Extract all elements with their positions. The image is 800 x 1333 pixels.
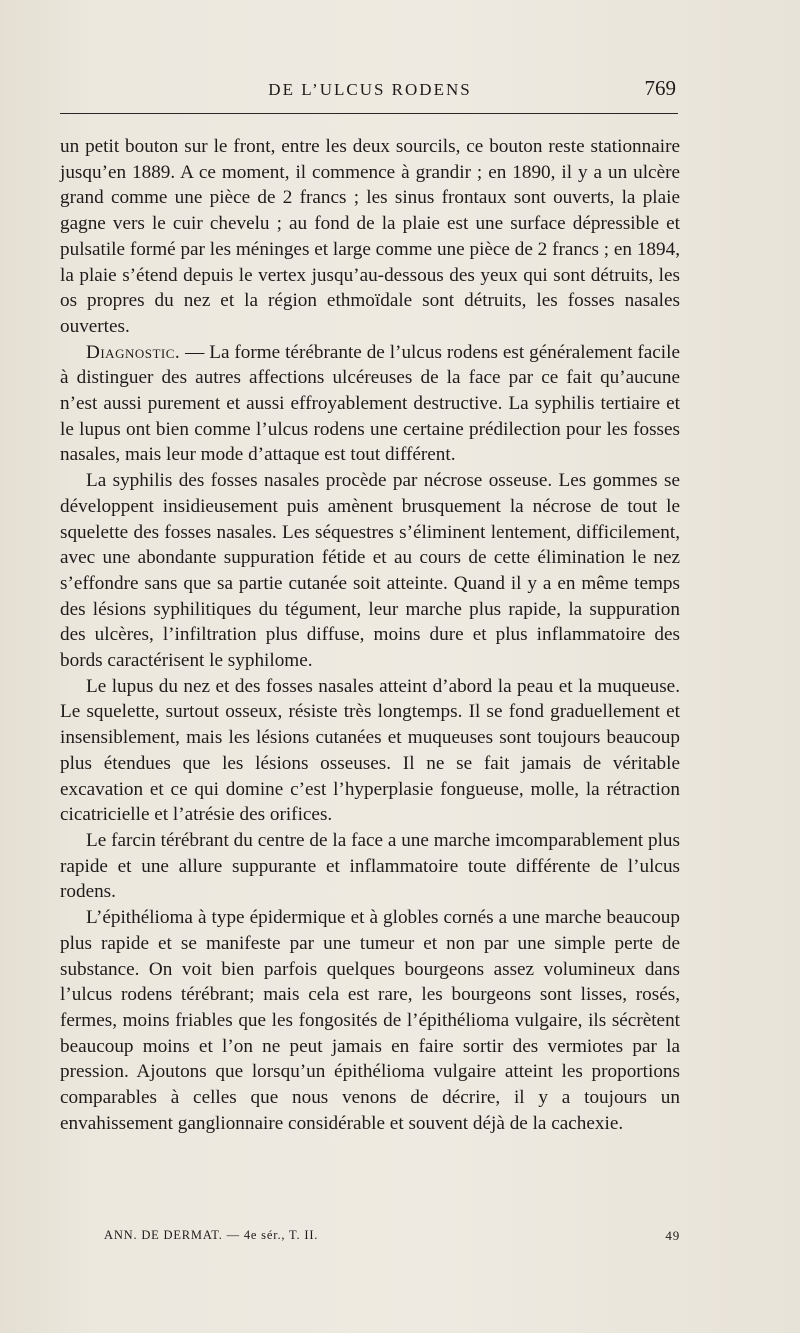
paragraph-lupus: Le lupus du nez et des fosses nasales atteint d’abord la peau et la muqueuse. Le squelette, surtout osseux, résiste très longtemps. Il se fond graduellement et insensiblement, mais les lésions cutanées et muqueuses sont toujours beaucoup plus étendues que les lésions osseuses. Il ne se fait jamais de véritable excavation et ce qui domine c’est l’hyperplasie fongueuse, molle, la rétraction cicatricielle et l’atrésie des orifices. xyxy=(60,675,680,826)
running-title: DE L’ULCUS RODENS xyxy=(268,80,472,99)
paragraph-farcin: Le farcin térébrant du centre de la face a une marche imcomparablement plus rapide et une allure suppurante et inflammatoire toute différente de l’ulcus rodens. xyxy=(60,829,680,903)
header-rule xyxy=(60,113,678,114)
running-head xyxy=(60,76,680,104)
page-number: 769 xyxy=(644,76,676,100)
paragraph-syphilis: La syphilis des fosses nasales procède par nécrose osseuse. Les gommes se développent insidieusement puis amènent brusquement la nécrose de tout le squelette des fosses nasales. Les séquestres s’éliminent lentement, difficilement, avec une abondante suppuration fétide et au cours de cette élimination le nez s’effondre sans que sa partie cutanée soit atteinte. Quand il y a en même temps des lésions syphilitiques du tégument, leur marche plus rapide, la suppuration des ulcères, l’infiltration plus diffuse, moins dure et plus inflammatoire des bords caractérisent le syphilome. xyxy=(60,470,680,672)
paragraph-diagnostic xyxy=(60,340,680,469)
paragraph-epithelioma: L’épithélioma à type épidermique et à globles cornés a une marche beaucoup plus rapide et se manifeste par une tumeur et non par une simple perte de substance. On voit bien parfois quelques bourgeons assez volumineux dans l’ulcus rodens térébrant; mais cela est rare, les bourgeons sont lisses, rosés, fermes, moins friables que les fongosités de l’épithélioma vulgaire, ils sécrètent beaucoup moins et l’on ne peut jamais en faire sortir des vermiotes par la pression. Ajoutons que lorsqu’un épithélioma vulgaire atteint les proportions comparables à celles que nous venons de décrire, il y a toujours un envahissement ganglionnaire considérable et souvent déjà de la cachexie. xyxy=(60,907,680,1134)
page-footer xyxy=(60,1228,680,1248)
footer-signature-number: 49 xyxy=(665,1228,680,1243)
paragraph-case-continuation: un petit bouton sur le front, entre les deux sourcils, ce bouton reste stationnaire jusqu’en 1889. A ce moment, il commence à grandir ; en 1890, il y a un ulcère grand comme une pièce de 2 francs ; les sinus frontaux sont ouverts, la plaie gagne vers le cuir chevelu ; au fond de la plaie est une surface dépressible et pulsatile formé par les méninges et large comme une pièce de 2 francs ; en 1894, la plaie s’étend depuis le vertex jusqu’au-dessous des yeux qui sont détruits, les os propres du nez et la région ethmoïdale sont détruits, les fosses nasales ouvertes. xyxy=(60,136,680,337)
footer-journal-reference: ANN. DE DERMAT. — 4e sér., T. II. xyxy=(104,1228,319,1242)
section-heading-diagnostic: Diagnostic. xyxy=(86,341,181,363)
paragraph-diagnostic-text: — La forme térébrante de l’ulcus rodens est généralement facile à distinguer des autres affections ulcéreuses de la face par ce fait qu’aucune n’est aussi purement et aussi effroyablement destructive. La syphilis tertiaire et le lupus ont bien comme l’ulcus rodens une certaine prédilection pour les fosses nasales, mais leur mode d’attaque est tout différent. xyxy=(60,341,680,466)
body-text xyxy=(60,134,680,1136)
